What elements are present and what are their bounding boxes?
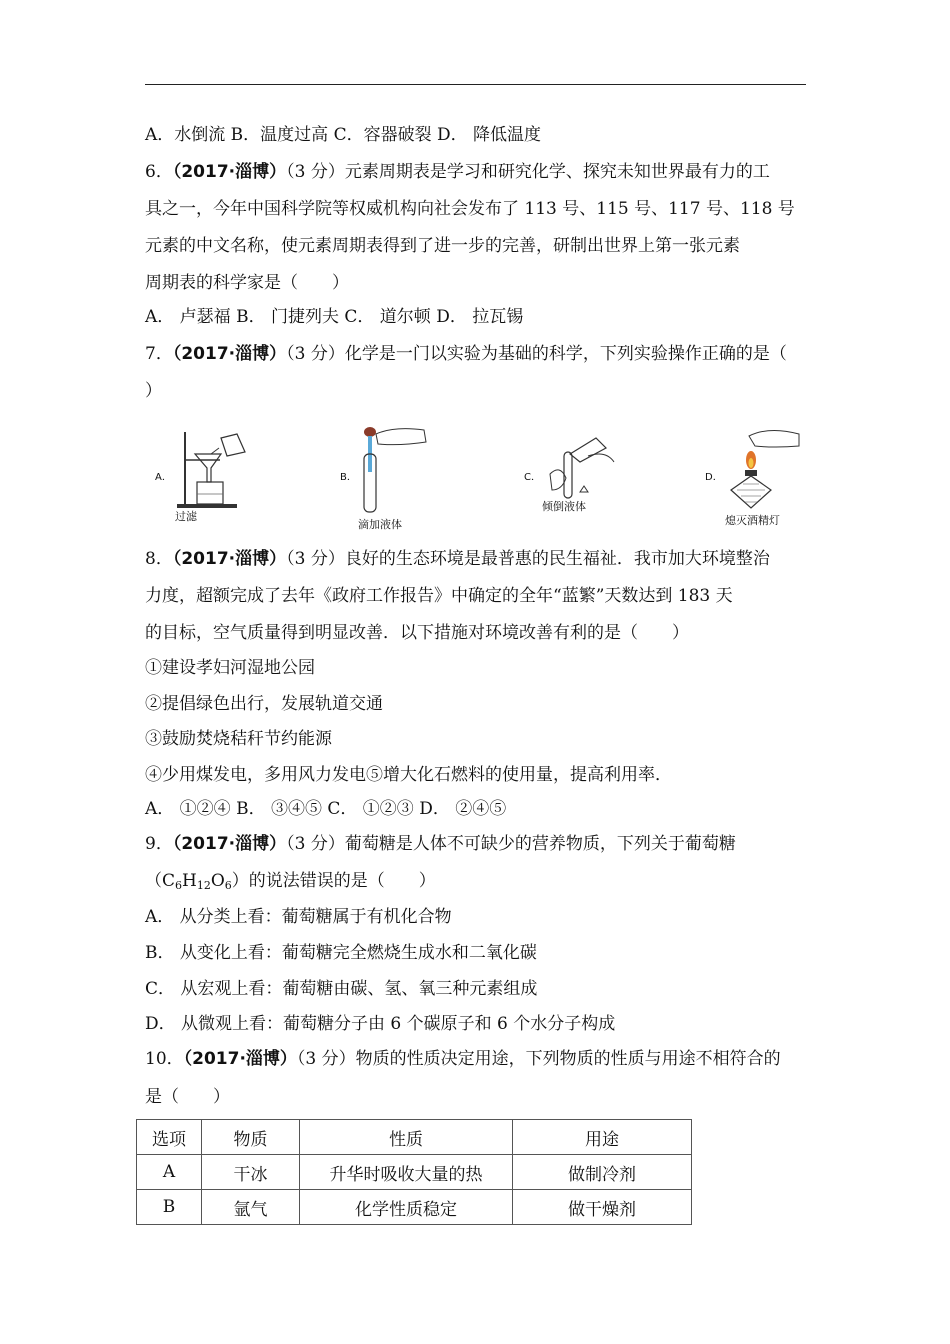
q8-stem-line-3: 的目标，空气质量得到明显改善．以下措施对环境改善有利的是（ ）	[145, 623, 689, 643]
q6-score: （3 分）	[286, 162, 345, 182]
q9-stem-line-1	[145, 832, 736, 856]
table-row	[137, 1190, 692, 1225]
q7-stem-line-1	[145, 342, 787, 366]
q5-options: A．水倒流 B．温度过高 C．容器破裂 D． 降低温度	[145, 125, 542, 145]
q10-stem-line-2: 是（ ）	[145, 1087, 230, 1107]
q9-formula-sub-o: 6	[224, 879, 232, 892]
q6-number: 6．	[145, 162, 173, 182]
q9-option-c: C． 从宏观上看：葡萄糖由碳、氢、氧三种元素组成	[145, 979, 538, 999]
q9-stem-line-2	[145, 869, 436, 898]
q6-text: 元素周期表是学习和研究化学、探究未知世界最有力的工	[344, 162, 770, 182]
q8-item-3: ③鼓励焚烧秸秆节约能源	[145, 729, 332, 749]
figure-alcohol-lamp	[705, 424, 815, 532]
q9-stem-rest: ）的说法错误的是（ ）	[231, 871, 436, 891]
q8-source: （2017·淄博）	[172, 549, 287, 569]
table-cell: 升华时吸收大量的热	[300, 1155, 513, 1190]
figure-pouring	[524, 424, 624, 532]
figure-b-caption: 滴加液体	[358, 518, 402, 531]
figure-d-letter: D．	[705, 472, 723, 483]
table-cell: B	[137, 1190, 202, 1225]
table-cell: A	[137, 1155, 202, 1190]
q8-item-4: ④少用煤发电，多用风力发电⑤增大化石燃料的使用量，提高利用率．	[145, 765, 672, 785]
q10-source: （2017·淄博）	[183, 1049, 297, 1069]
table-header-cell: 性质	[300, 1120, 513, 1155]
figure-c-letter: C．	[524, 472, 541, 483]
table-cell: 做制冷剂	[513, 1155, 692, 1190]
filtration-illustration	[165, 424, 275, 516]
figure-b-letter: B．	[340, 472, 357, 483]
figure-a-letter: A．	[155, 472, 172, 483]
q9-source: （2017·淄博）	[172, 834, 287, 854]
q9-score: （3 分）	[286, 834, 345, 854]
q6-source: （2017·淄博）	[172, 162, 287, 182]
q8-score: （3 分）	[286, 549, 345, 569]
figure-filtration	[155, 424, 265, 532]
q7-score: （3 分）	[286, 344, 345, 364]
q10-score: （3 分）	[296, 1049, 356, 1069]
q8-stem-line-1	[145, 547, 770, 571]
q9-number: 9．	[145, 834, 173, 854]
q7-stem-line-2: ）	[145, 381, 162, 401]
q6-stem-line-2: 具之一，今年中国科学院等权威机构向社会发布了 113 号、115 号、117 号、118 号	[145, 199, 795, 219]
q10-text: 物质的性质决定用途，下列物质的性质与用途不相符合的	[355, 1049, 781, 1069]
q7-text: 化学是一门以实验为基础的科学，下列实验操作正确的是（	[344, 344, 787, 364]
table-header-cell: 物质	[202, 1120, 300, 1155]
q8-item-2: ②提倡绿色出行，发展轨道交通	[145, 694, 383, 714]
q6-stem-line-3: 元素的中文名称，使元素周期表得到了进一步的完善，研制出世界上第一张元素	[145, 236, 740, 256]
q9-option-b: B． 从变化上看：葡萄糖完全燃烧生成水和二氧化碳	[145, 943, 537, 963]
table-header-cell: 选项	[137, 1120, 202, 1155]
alcohol-lamp-illustration	[719, 426, 809, 518]
figure-dropper	[340, 424, 440, 532]
q9-formula-o: O	[210, 871, 225, 891]
q9-option-a: A． 从分类上看：葡萄糖属于有机化合物	[145, 907, 452, 927]
q8-text: 良好的生态环境是最普惠的民生福祉．我市加大环境整治	[344, 549, 770, 569]
q8-stem-line-2: 力度，超额完成了去年《政府工作报告》中确定的全年“蓝繁”天数达到 183 天	[145, 586, 733, 606]
table-row	[137, 1155, 692, 1190]
q8-options: A． ①②④ B． ③④⑤ C． ①②③ D． ②④⑤	[145, 799, 507, 819]
q10-number: 10．	[145, 1049, 184, 1069]
table-cell: 氩气	[202, 1190, 300, 1225]
properties-table	[136, 1119, 692, 1225]
table-header-row	[137, 1120, 692, 1155]
q9-text: 葡萄糖是人体不可缺少的营养物质，下列关于葡萄糖	[344, 834, 736, 854]
q9-formula-h: H	[182, 871, 197, 891]
dropper-illustration	[354, 424, 434, 518]
table-cell: 做干燥剂	[513, 1190, 692, 1225]
figure-d-caption: 熄灭酒精灯	[725, 514, 780, 527]
figure-a-caption: 过滤	[175, 510, 197, 523]
header-rule	[145, 84, 806, 85]
q8-item-1: ①建设孝妇河湿地公园	[145, 658, 315, 678]
q10-stem-line-1	[145, 1047, 781, 1071]
q9-option-d: D． 从微观上看：葡萄糖分子由 6 个碳原子和 6 个水分子构成	[145, 1014, 616, 1034]
table-header-cell: 用途	[513, 1120, 692, 1155]
q6-stem-line-4: 周期表的科学家是（ ）	[145, 273, 349, 293]
q9-formula-sub-h: 12	[196, 879, 211, 892]
table-cell: 化学性质稳定	[300, 1190, 513, 1225]
q9-formula-sub-c: 6	[175, 879, 183, 892]
q7-number: 7．	[145, 344, 173, 364]
q7-source: （2017·淄博）	[172, 344, 287, 364]
q6-stem-line-1	[145, 160, 770, 184]
table-cell: 干冰	[202, 1155, 300, 1190]
figure-c-caption: 倾倒液体	[542, 500, 586, 513]
q9-formula-c: （C	[145, 871, 176, 891]
q6-options: A． 卢瑟福 B． 门捷列夫 C． 道尔顿 D． 拉瓦锡	[145, 307, 524, 327]
q8-number: 8．	[145, 549, 173, 569]
